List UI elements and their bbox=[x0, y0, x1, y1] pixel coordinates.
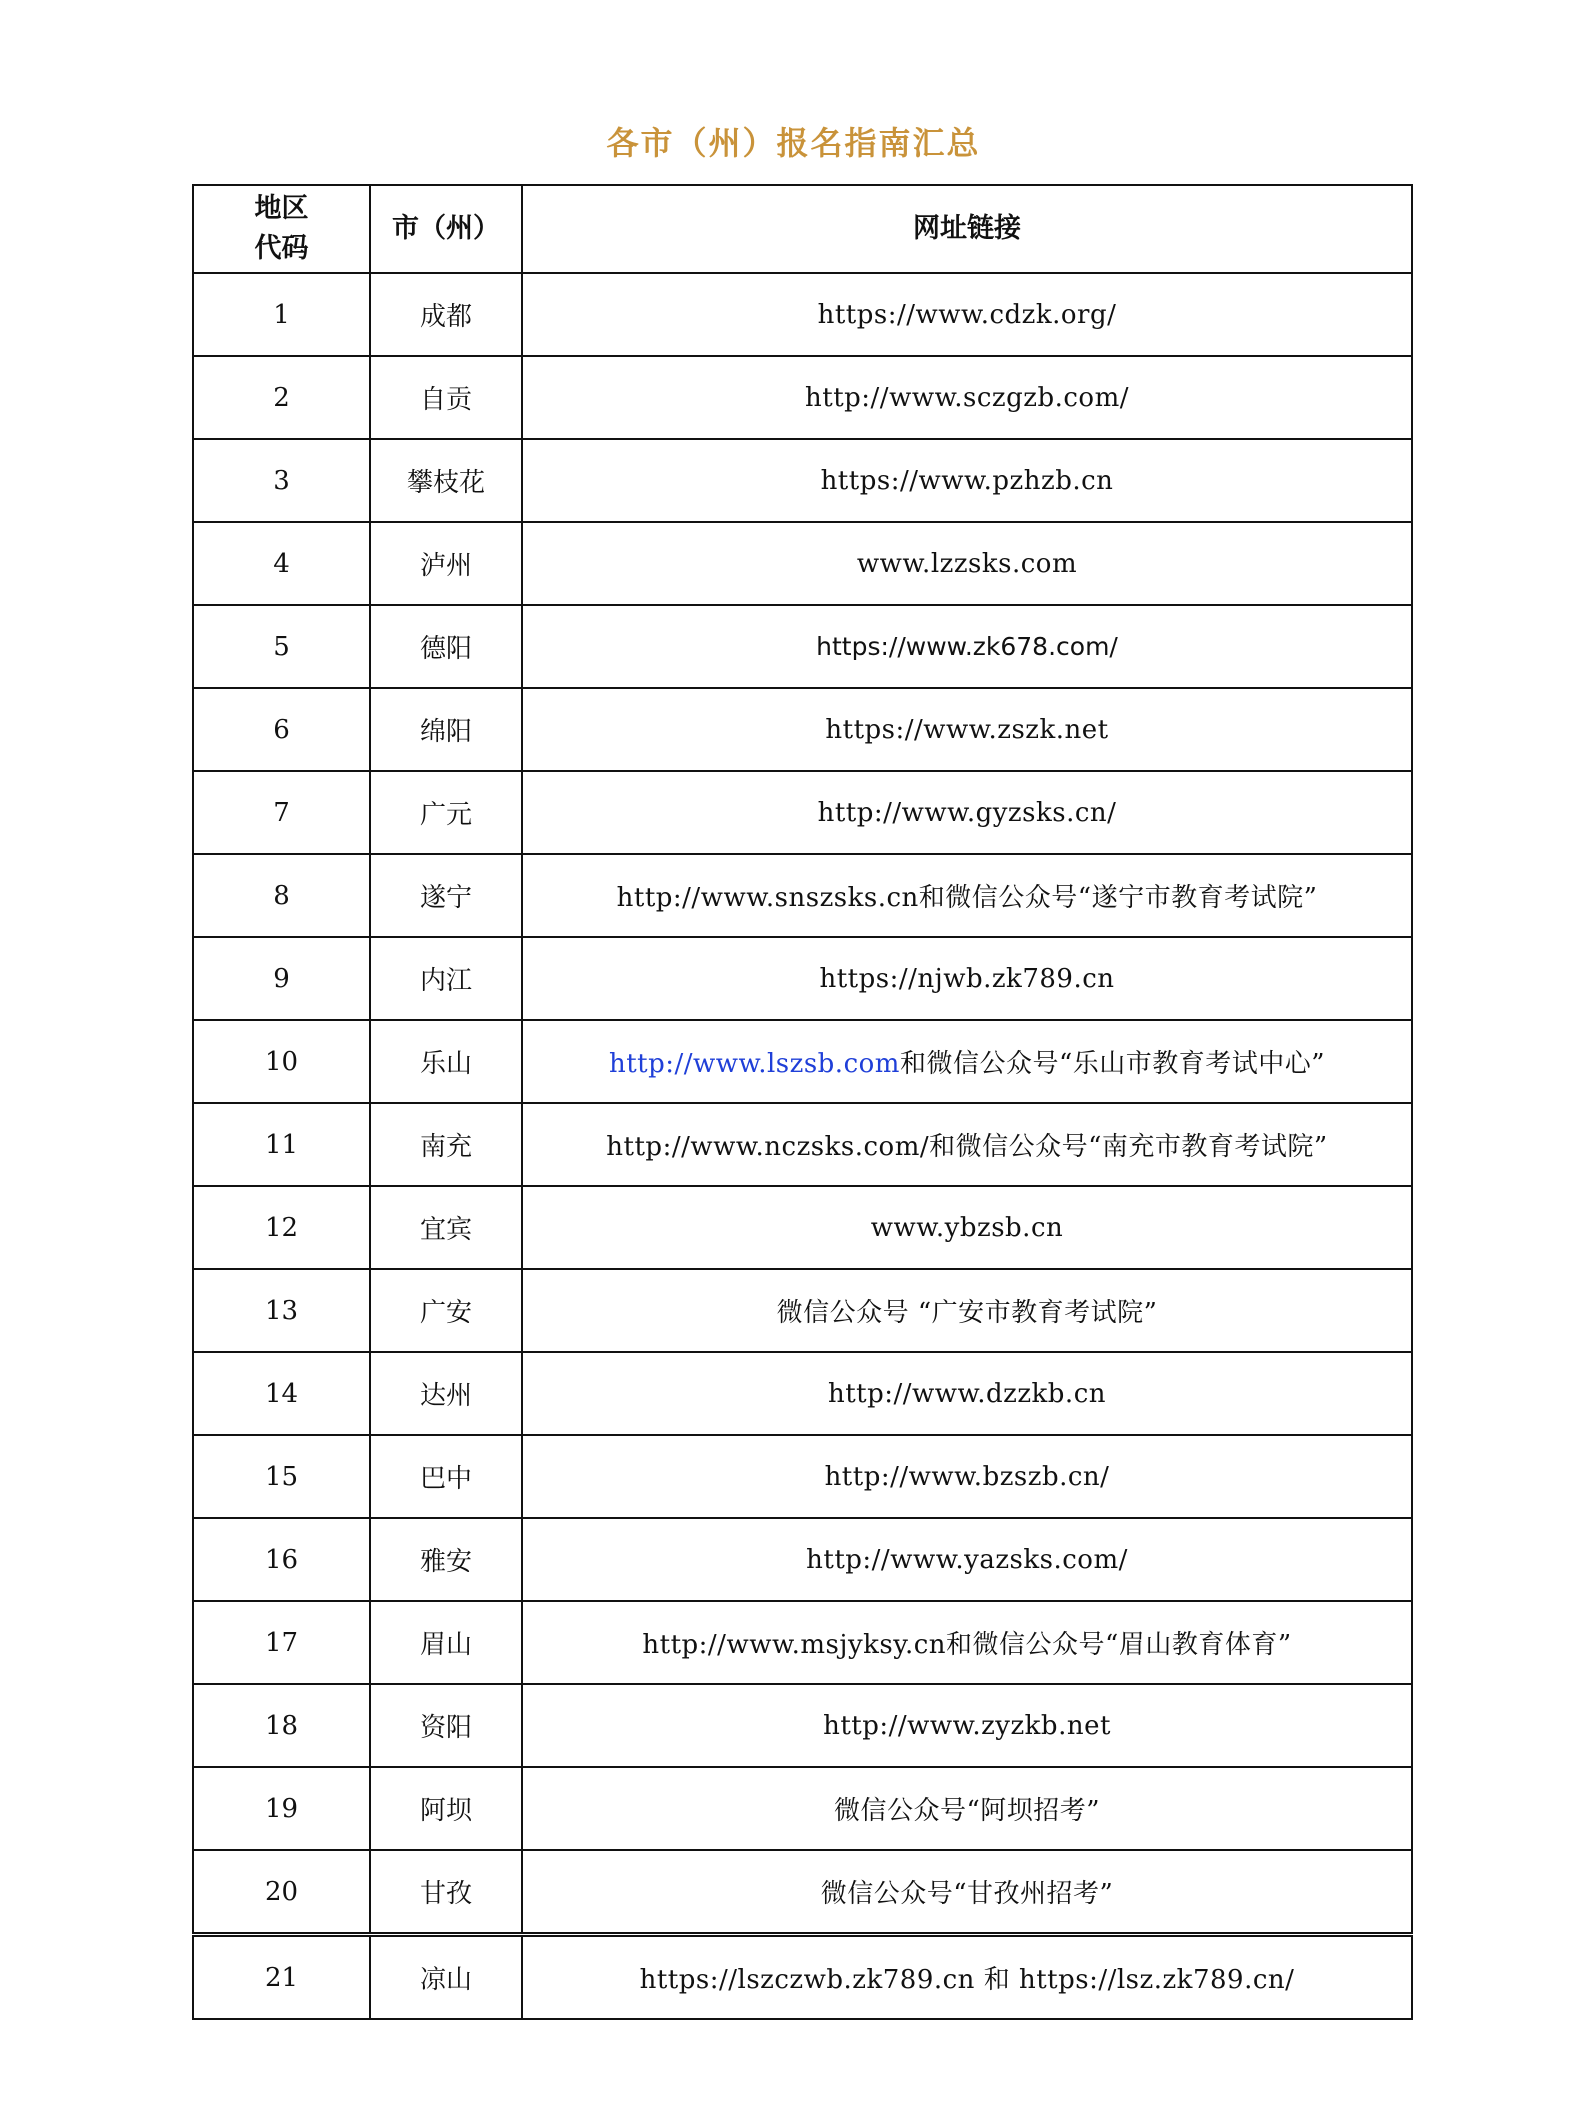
table-header-row bbox=[193, 185, 1412, 273]
table-row bbox=[193, 937, 1412, 1020]
city-cell: 宜宾 bbox=[370, 1186, 522, 1269]
table-row bbox=[193, 1767, 1412, 1850]
table-row bbox=[193, 1518, 1412, 1601]
table-row bbox=[193, 1020, 1412, 1103]
url-suffix: 和微信公众号“乐山市教育考试中心” bbox=[899, 1049, 1326, 1079]
region-code-cell: 6 bbox=[193, 688, 370, 771]
city-cell: 广安 bbox=[370, 1269, 522, 1352]
city-cell: 自贡 bbox=[370, 356, 522, 439]
url-cell[interactable]: www.ybzsb.cn bbox=[522, 1186, 1412, 1269]
header-url: 网址链接 bbox=[522, 185, 1412, 273]
url-cell: 微信公众号“甘孜州招考” bbox=[522, 1850, 1412, 1935]
table-row bbox=[193, 439, 1412, 522]
table-row bbox=[193, 771, 1412, 854]
url-cell[interactable]: http://www.yazsks.com/ bbox=[522, 1518, 1412, 1601]
region-code-cell: 8 bbox=[193, 854, 370, 937]
city-cell: 巴中 bbox=[370, 1435, 522, 1518]
url-cell[interactable]: https://lszczwb.zk789.cn 和 https://lsz.zk789.cn/ bbox=[522, 1935, 1412, 2020]
table-row bbox=[193, 1684, 1412, 1767]
table-row bbox=[193, 1850, 1412, 1935]
url-cell[interactable]: http://www.sczgzb.com/ bbox=[522, 356, 1412, 439]
region-code-cell: 14 bbox=[193, 1352, 370, 1435]
table-row bbox=[193, 854, 1412, 937]
url-cell[interactable]: http://www.dzzkb.cn bbox=[522, 1352, 1412, 1435]
city-cell: 德阳 bbox=[370, 605, 522, 688]
region-code-cell: 21 bbox=[193, 1935, 370, 2020]
city-cell: 绵阳 bbox=[370, 688, 522, 771]
city-cell: 广元 bbox=[370, 771, 522, 854]
region-code-cell: 11 bbox=[193, 1103, 370, 1186]
region-code-cell: 9 bbox=[193, 937, 370, 1020]
url-cell: 微信公众号“阿坝招考” bbox=[522, 1767, 1412, 1850]
url-cell[interactable]: http://www.snszsks.cn和微信公众号“遂宁市教育考试院” bbox=[522, 854, 1412, 937]
table-row bbox=[193, 1435, 1412, 1518]
url-cell: 微信公众号 “广安市教育考试院” bbox=[522, 1269, 1412, 1352]
url-cell[interactable]: http://www.bzszb.cn/ bbox=[522, 1435, 1412, 1518]
region-code-cell: 3 bbox=[193, 439, 370, 522]
region-code-cell: 15 bbox=[193, 1435, 370, 1518]
table-row bbox=[193, 1186, 1412, 1269]
region-code-cell: 1 bbox=[193, 273, 370, 356]
region-code-cell: 4 bbox=[193, 522, 370, 605]
url-cell[interactable]: https://www.zk678.com/ bbox=[522, 605, 1412, 688]
table-row bbox=[193, 356, 1412, 439]
url-cell[interactable]: www.lzzsks.com bbox=[522, 522, 1412, 605]
city-cell: 泸州 bbox=[370, 522, 522, 605]
table-row bbox=[193, 1352, 1412, 1435]
city-cell: 遂宁 bbox=[370, 854, 522, 937]
table-row bbox=[193, 1601, 1412, 1684]
region-code-cell: 18 bbox=[193, 1684, 370, 1767]
table-row bbox=[193, 522, 1412, 605]
url-cell[interactable]: https://www.pzhzb.cn bbox=[522, 439, 1412, 522]
table-row bbox=[193, 605, 1412, 688]
region-code-cell: 10 bbox=[193, 1020, 370, 1103]
city-cell: 雅安 bbox=[370, 1518, 522, 1601]
city-cell: 资阳 bbox=[370, 1684, 522, 1767]
region-code-cell: 7 bbox=[193, 771, 370, 854]
url-cell[interactable]: http://www.gyzsks.cn/ bbox=[522, 771, 1412, 854]
url-cell[interactable]: https://www.zszk.net bbox=[522, 688, 1412, 771]
lszsb-link[interactable]: http://www.lszsb.com bbox=[608, 1049, 900, 1079]
city-cell: 南充 bbox=[370, 1103, 522, 1186]
header-region-code-line2: 代码 bbox=[254, 233, 309, 264]
region-code-cell: 12 bbox=[193, 1186, 370, 1269]
header-city: 市（州） bbox=[370, 185, 522, 273]
region-code-cell: 2 bbox=[193, 356, 370, 439]
region-code-cell: 5 bbox=[193, 605, 370, 688]
city-cell: 攀枝花 bbox=[370, 439, 522, 522]
city-cell: 内江 bbox=[370, 937, 522, 1020]
header-region-code-line1: 地区 bbox=[254, 193, 309, 224]
city-cell: 眉山 bbox=[370, 1601, 522, 1684]
table-row bbox=[193, 1269, 1412, 1352]
url-cell[interactable]: https://njwb.zk789.cn bbox=[522, 937, 1412, 1020]
city-cell: 凉山 bbox=[370, 1935, 522, 2020]
region-code-cell: 17 bbox=[193, 1601, 370, 1684]
table-row bbox=[193, 688, 1412, 771]
url-cell[interactable]: http://www.msjyksy.cn和微信公众号“眉山教育体育” bbox=[522, 1601, 1412, 1684]
region-code-cell: 19 bbox=[193, 1767, 370, 1850]
region-code-cell: 16 bbox=[193, 1518, 370, 1601]
city-cell: 阿坝 bbox=[370, 1767, 522, 1850]
city-cell: 达州 bbox=[370, 1352, 522, 1435]
registration-guide-table bbox=[192, 184, 1413, 2020]
city-cell: 甘孜 bbox=[370, 1850, 522, 1935]
page-title: 各市（州）报名指南汇总 bbox=[606, 124, 981, 162]
table-row bbox=[193, 1935, 1412, 2020]
region-code-cell: 20 bbox=[193, 1850, 370, 1935]
table-row bbox=[193, 1103, 1412, 1186]
url-cell[interactable]: http://www.zyzkb.net bbox=[522, 1684, 1412, 1767]
city-cell: 成都 bbox=[370, 273, 522, 356]
url-cell[interactable]: https://www.cdzk.org/ bbox=[522, 273, 1412, 356]
url-cell bbox=[522, 1020, 1412, 1103]
city-cell: 乐山 bbox=[370, 1020, 522, 1103]
region-code-cell: 13 bbox=[193, 1269, 370, 1352]
url-cell[interactable]: http://www.nczsks.com/和微信公众号“南充市教育考试院” bbox=[522, 1103, 1412, 1186]
table-row bbox=[193, 273, 1412, 356]
header-region-code bbox=[193, 185, 370, 273]
